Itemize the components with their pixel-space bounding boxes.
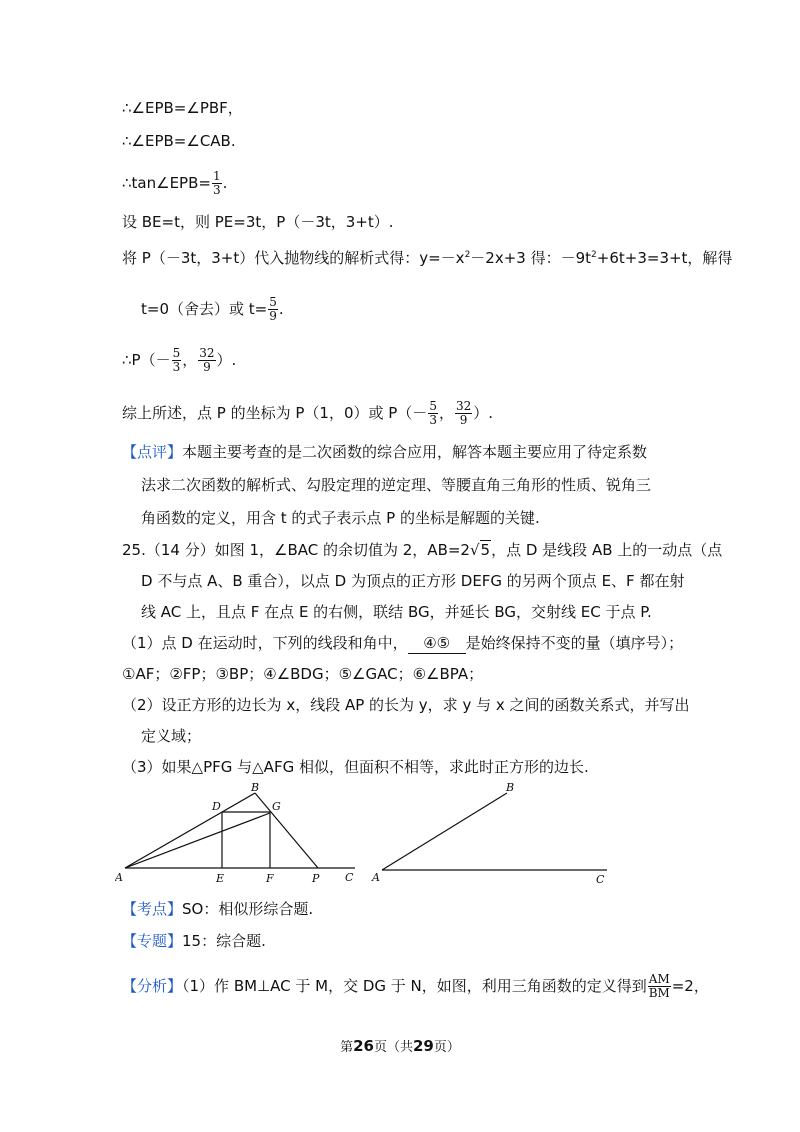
point-b-label: B: [506, 781, 515, 794]
answer-blank: ④⑤: [408, 633, 466, 654]
review-tag: 【点评】: [122, 443, 183, 461]
line-6: t=0（舍去）或 t= $\frac{5}{9}$ .: [141, 295, 284, 323]
part-3: （3）如果△PFG 与△AFG 相似，但面积不相等，求此时正方形的边长.: [122, 758, 589, 776]
page-number: 26: [353, 1037, 374, 1055]
question-25-line-2: D 不与点 A、B 重合），以点 D 为顶点的正方形 DEFG 的另两个顶点 E、F 都在射: [141, 572, 685, 590]
kaodian-line: 【考点】SO：相似形综合题.: [122, 900, 314, 918]
kaodian-tag: 【考点】: [122, 900, 183, 918]
line-1: ∴∠EPB=∠PBF，: [122, 99, 243, 117]
part-2-line-1: （2）设正方形的边长为 x，线段 AP 的长为 y，求 y 与 x 之间的函数关系式，并写出: [122, 696, 690, 714]
point-f-label: F: [266, 872, 274, 885]
figure-2: [370, 778, 615, 886]
point-c-label: C: [345, 871, 354, 884]
fenxi-line: 【分析】（1）作 BM⊥AC 于 M，交 DG 于 N，如图，利用三角函数的定义得到 $\frac{AM}{BM}$ =2，: [122, 972, 709, 1000]
fraction: $\frac{1}{3}$: [212, 169, 221, 197]
fraction: $\frac{32}{9}$: [199, 346, 215, 374]
review-line-3: 角函数的定义，用含 t 的式子表示点 P 的坐标是解题的关键.: [141, 509, 540, 527]
fraction: $\frac{5}{9}$: [269, 295, 277, 323]
line-2: ∴∠EPB=∠CAB.: [122, 132, 236, 150]
question-25-line-3: 线 AC 上，且点 F 在点 E 的右侧，联结 BG，并延长 BG，交射线 EC 于点 P.: [141, 603, 652, 621]
zhuanti-line: 【专题】15：综合题.: [122, 932, 266, 950]
part-1: （1）点 D 在运动时，下列的线段和角中， ④⑤ 是始终保持不变的量（填序号）；: [122, 634, 684, 652]
part-1-options: ①AF；②FP；③BP；④∠BDG；⑤∠GAC；⑥∠BPA；: [122, 665, 484, 683]
fraction: $\frac{5}{3}$: [172, 346, 181, 374]
total-pages: 29: [413, 1037, 434, 1055]
part-2-line-2: 定义域；: [141, 727, 202, 745]
fraction: $\frac{5}{3}$: [429, 399, 437, 427]
point-b-label: B: [251, 781, 260, 794]
point-e-label: E: [216, 872, 225, 885]
point-g-label: G: [272, 800, 281, 813]
fraction: $\frac{AM}{BM}$: [648, 972, 670, 1000]
page-footer: 第26页（共29页）: [340, 1037, 460, 1055]
review-line-1: 【点评】本题主要考查的是二次函数的综合应用，解答本题主要应用了待定系数: [122, 443, 648, 461]
figure-1: [115, 778, 360, 886]
line-3: ∴tan∠EPB= $\frac{1}{3}$ .: [122, 169, 228, 197]
fraction: $\frac{32}{9}$: [455, 399, 472, 427]
point-d-label: D: [212, 800, 221, 813]
review-line-2: 法求二次函数的解析式、勾股定理的逆定理、等腰直角三角形的性质、锐角三: [141, 476, 652, 494]
line-4: 设 BE=t，则 PE=3t，P（－3t，3+t）.: [122, 213, 394, 231]
point-c-label: C: [596, 873, 605, 886]
line-7: ∴P（－ $\frac{5}{3}$ ， $\frac{32}{9}$ ）.: [122, 346, 237, 374]
line-5: 将 P（－3t，3+t）代入抛物线的解析式得：$y=-x^2-2x+3$ 得：$-9t^2+6t+3=3+t$，解得: [122, 249, 733, 267]
point-p-label: P: [312, 872, 320, 885]
fenxi-tag: 【分析】: [122, 977, 183, 995]
question-25-line-1: 25.（14 分）如图 1，∠BAC 的余切值为 2，AB=2√5，点 D 是线段 AB 上的一动点（点: [122, 541, 723, 559]
point-a-label: A: [372, 871, 380, 884]
point-a-label: A: [115, 871, 123, 884]
zhuanti-tag: 【专题】: [122, 932, 183, 950]
line-8: 综上所述，点 P 的坐标为 P（1，0）或 P（－ $\frac{5}{3}$ ， $\frac{32}{9}$ ）.: [122, 399, 494, 427]
